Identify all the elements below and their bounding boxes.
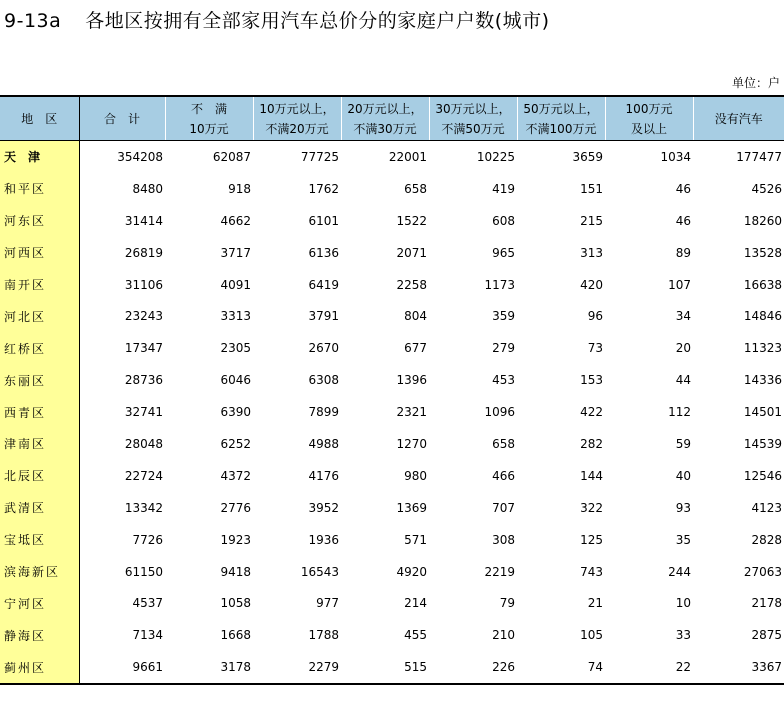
value-cell: 743: [580, 564, 603, 579]
value-cell: 4920: [396, 564, 427, 579]
value-cell: 466: [492, 468, 515, 483]
column-header-line1: 没有汽车: [714, 111, 763, 126]
table-row: [0, 205, 784, 237]
value-cell: 422: [580, 405, 603, 420]
column-header-3: [253, 96, 341, 141]
value-cell: 144: [580, 468, 603, 483]
value-cell: 2279: [253, 651, 341, 684]
value-cell: 279: [492, 341, 515, 356]
table-row: [0, 364, 784, 396]
value-cell: 20: [675, 341, 691, 356]
value-cell: 46: [675, 213, 691, 228]
column-header-line2: 及以上: [630, 121, 667, 136]
value-cell: 2071: [396, 245, 427, 260]
value-cell: 4662: [220, 213, 251, 228]
value-cell: 14846: [743, 309, 782, 324]
region-name-cell: 河东区: [0, 205, 79, 237]
value-cell: 214: [404, 596, 427, 611]
region-name-cell: 宁河区: [0, 587, 79, 619]
unit-label: 单位：户: [731, 76, 780, 90]
value-cell: 62087: [212, 149, 251, 164]
region-name-cell: 武清区: [0, 492, 79, 524]
value-cell: 13342: [124, 500, 163, 515]
value-cell: 571: [404, 532, 427, 547]
value-cell: 77725: [300, 149, 339, 164]
value-cell: 105: [580, 628, 603, 643]
value-cell: 89: [675, 245, 691, 260]
value-cell: 1522: [396, 213, 427, 228]
value-cell: 6046: [220, 373, 251, 388]
value-cell: 10: [675, 596, 691, 611]
value-cell: 151: [580, 181, 603, 196]
value-cell: 3178: [165, 651, 253, 684]
value-cell: 658: [492, 436, 515, 451]
column-header-7: [605, 96, 693, 141]
value-cell: 420: [580, 277, 603, 292]
value-cell: 1762: [308, 181, 339, 196]
column-header-line1: 地 区: [21, 111, 58, 126]
column-header-1: [79, 96, 165, 141]
value-cell: 1923: [220, 532, 251, 547]
value-cell: 1096: [484, 405, 515, 420]
value-cell: 6390: [220, 405, 251, 420]
column-header-line1: 不 满: [190, 101, 227, 116]
value-cell: 27063: [743, 564, 782, 579]
table-body: [0, 141, 784, 685]
table-row: [0, 332, 784, 364]
column-header-line1: 50万元以上，: [523, 101, 599, 116]
value-cell: 6101: [308, 213, 339, 228]
value-cell: 44: [675, 373, 691, 388]
value-cell: 1270: [396, 436, 427, 451]
table-row: [0, 460, 784, 492]
value-cell: 804: [404, 309, 427, 324]
region-name-cell: 宝坻区: [0, 524, 79, 556]
value-cell: 453: [492, 373, 515, 388]
column-header-line2: 不满20万元: [265, 121, 329, 136]
table-row: [0, 173, 784, 205]
region-name-cell: 静海区: [0, 619, 79, 651]
region-name-cell: 滨海新区: [0, 556, 79, 588]
table-row: [0, 141, 784, 173]
value-cell: 2670: [308, 341, 339, 356]
value-cell: 22: [605, 651, 693, 684]
value-cell: 10225: [476, 149, 515, 164]
value-cell: 31106: [124, 277, 163, 292]
region-name-cell: 河西区: [0, 237, 79, 269]
table-row: [0, 524, 784, 556]
value-cell: 28048: [124, 436, 163, 451]
value-cell: 59: [675, 436, 691, 451]
value-cell: 16638: [743, 277, 782, 292]
value-cell: 112: [668, 405, 691, 420]
table-row: [0, 428, 784, 460]
data-table: [0, 95, 784, 685]
value-cell: 177477: [736, 149, 782, 164]
value-cell: 3791: [308, 309, 339, 324]
value-cell: 18260: [743, 213, 782, 228]
value-cell: 17347: [124, 341, 163, 356]
value-cell: 2219: [484, 564, 515, 579]
region-name-cell: 北辰区: [0, 460, 79, 492]
value-cell: 677: [404, 341, 427, 356]
value-cell: 2258: [396, 277, 427, 292]
value-cell: 11323: [743, 341, 782, 356]
value-cell: 359: [492, 309, 515, 324]
region-name-cell: 西青区: [0, 396, 79, 428]
region-name-cell: 东丽区: [0, 364, 79, 396]
value-cell: 9661: [79, 651, 165, 684]
page-title: [4, 6, 550, 33]
column-header-2: [165, 96, 253, 141]
value-cell: 22001: [388, 149, 427, 164]
table-row: [0, 587, 784, 619]
value-cell: 1788: [308, 628, 339, 643]
value-cell: 125: [580, 532, 603, 547]
region-name-cell: 蓟州区: [0, 651, 79, 684]
column-header-line2: 不满30万元: [353, 121, 417, 136]
value-cell: 6308: [308, 373, 339, 388]
table-row: [0, 651, 784, 684]
column-header-0: [0, 96, 79, 141]
value-cell: 1369: [396, 500, 427, 515]
value-cell: 2776: [220, 500, 251, 515]
value-cell: 2875: [751, 628, 782, 643]
value-cell: 35: [675, 532, 691, 547]
value-cell: 226: [429, 651, 517, 684]
table-row: [0, 556, 784, 588]
column-header-line1: 100万元: [625, 101, 673, 116]
value-cell: 419: [492, 181, 515, 196]
value-cell: 980: [404, 468, 427, 483]
value-cell: 7899: [308, 405, 339, 420]
value-cell: 322: [580, 500, 603, 515]
value-cell: 8480: [132, 181, 163, 196]
value-cell: 153: [580, 373, 603, 388]
value-cell: 282: [580, 436, 603, 451]
value-cell: 515: [341, 651, 429, 684]
column-header-8: [693, 96, 784, 141]
value-cell: 22724: [124, 468, 163, 483]
value-cell: 1034: [660, 149, 691, 164]
column-header-line1: 20万元以上，: [347, 101, 423, 116]
value-cell: 26819: [124, 245, 163, 260]
value-cell: 7134: [132, 628, 163, 643]
value-cell: 2828: [751, 532, 782, 547]
value-cell: 608: [492, 213, 515, 228]
value-cell: 313: [580, 245, 603, 260]
column-header-6: [517, 96, 605, 141]
value-cell: 4988: [308, 436, 339, 451]
value-cell: 4091: [220, 277, 251, 292]
value-cell: 244: [668, 564, 691, 579]
value-cell: 40: [675, 468, 691, 483]
table-row: [0, 396, 784, 428]
table-row: [0, 237, 784, 269]
region-name-cell: 南开区: [0, 269, 79, 301]
value-cell: 14336: [743, 373, 782, 388]
value-cell: 707: [492, 500, 515, 515]
value-cell: 9418: [220, 564, 251, 579]
value-cell: 4372: [220, 468, 251, 483]
value-cell: 6136: [308, 245, 339, 260]
value-cell: 23243: [124, 309, 163, 324]
column-header-line1: 30万元以上，: [435, 101, 511, 116]
region-name-cell: 津南区: [0, 428, 79, 460]
value-cell: 73: [587, 341, 603, 356]
value-cell: 16543: [300, 564, 339, 579]
value-cell: 32741: [124, 405, 163, 420]
table-header: [0, 96, 784, 141]
column-header-5: [429, 96, 517, 141]
value-cell: 33: [675, 628, 691, 643]
value-cell: 12546: [743, 468, 782, 483]
table-row: [0, 492, 784, 524]
value-cell: 455: [404, 628, 427, 643]
value-cell: 74: [517, 651, 605, 684]
value-cell: 34: [675, 309, 691, 324]
table-title: 各地区按拥有全部家用汽车总价分的家庭户户数(城市): [85, 10, 550, 32]
table-row: [0, 619, 784, 651]
value-cell: 96: [587, 309, 603, 324]
region-name-cell: 河北区: [0, 300, 79, 332]
region-name-cell: 红桥区: [0, 332, 79, 364]
value-cell: 977: [316, 596, 339, 611]
table-row: [0, 269, 784, 301]
table-code: 9-13a: [4, 10, 62, 32]
value-cell: 28736: [124, 373, 163, 388]
column-header-line2: 不满50万元: [441, 121, 505, 136]
column-header-line2: 10万元: [189, 121, 229, 136]
value-cell: 6252: [220, 436, 251, 451]
value-cell: 3717: [220, 245, 251, 260]
value-cell: 31414: [124, 213, 163, 228]
value-cell: 354208: [117, 149, 163, 164]
value-cell: 658: [404, 181, 427, 196]
value-cell: 46: [675, 181, 691, 196]
value-cell: 14501: [743, 405, 782, 420]
value-cell: 4537: [132, 596, 163, 611]
value-cell: 1173: [484, 277, 515, 292]
value-cell: 3367: [693, 651, 784, 684]
value-cell: 1668: [220, 628, 251, 643]
table-row: [0, 300, 784, 332]
value-cell: 107: [668, 277, 691, 292]
column-header-line1: 合 计: [103, 111, 140, 126]
value-cell: 3313: [220, 309, 251, 324]
value-cell: 14539: [743, 436, 782, 451]
value-cell: 4526: [751, 181, 782, 196]
column-header-line2: 不满100万元: [525, 121, 597, 136]
value-cell: 13528: [743, 245, 782, 260]
value-cell: 61150: [124, 564, 163, 579]
value-cell: 7726: [132, 532, 163, 547]
region-name-cell: 天 津: [0, 141, 79, 173]
header-row: [0, 96, 784, 141]
value-cell: 308: [492, 532, 515, 547]
value-cell: 215: [580, 213, 603, 228]
value-cell: 1058: [220, 596, 251, 611]
value-cell: 2305: [220, 341, 251, 356]
value-cell: 210: [492, 628, 515, 643]
value-cell: 3952: [308, 500, 339, 515]
value-cell: 4176: [308, 468, 339, 483]
value-cell: 79: [499, 596, 515, 611]
value-cell: 93: [675, 500, 691, 515]
value-cell: 1396: [396, 373, 427, 388]
value-cell: 2321: [396, 405, 427, 420]
value-cell: 21: [587, 596, 603, 611]
column-header-4: [341, 96, 429, 141]
value-cell: 1936: [308, 532, 339, 547]
value-cell: 2178: [751, 596, 782, 611]
value-cell: 4123: [751, 500, 782, 515]
value-cell: 918: [228, 181, 251, 196]
region-name-cell: 和平区: [0, 173, 79, 205]
value-cell: 3659: [572, 149, 603, 164]
column-header-line1: 10万元以上，: [259, 101, 335, 116]
value-cell: 965: [492, 245, 515, 260]
value-cell: 6419: [308, 277, 339, 292]
